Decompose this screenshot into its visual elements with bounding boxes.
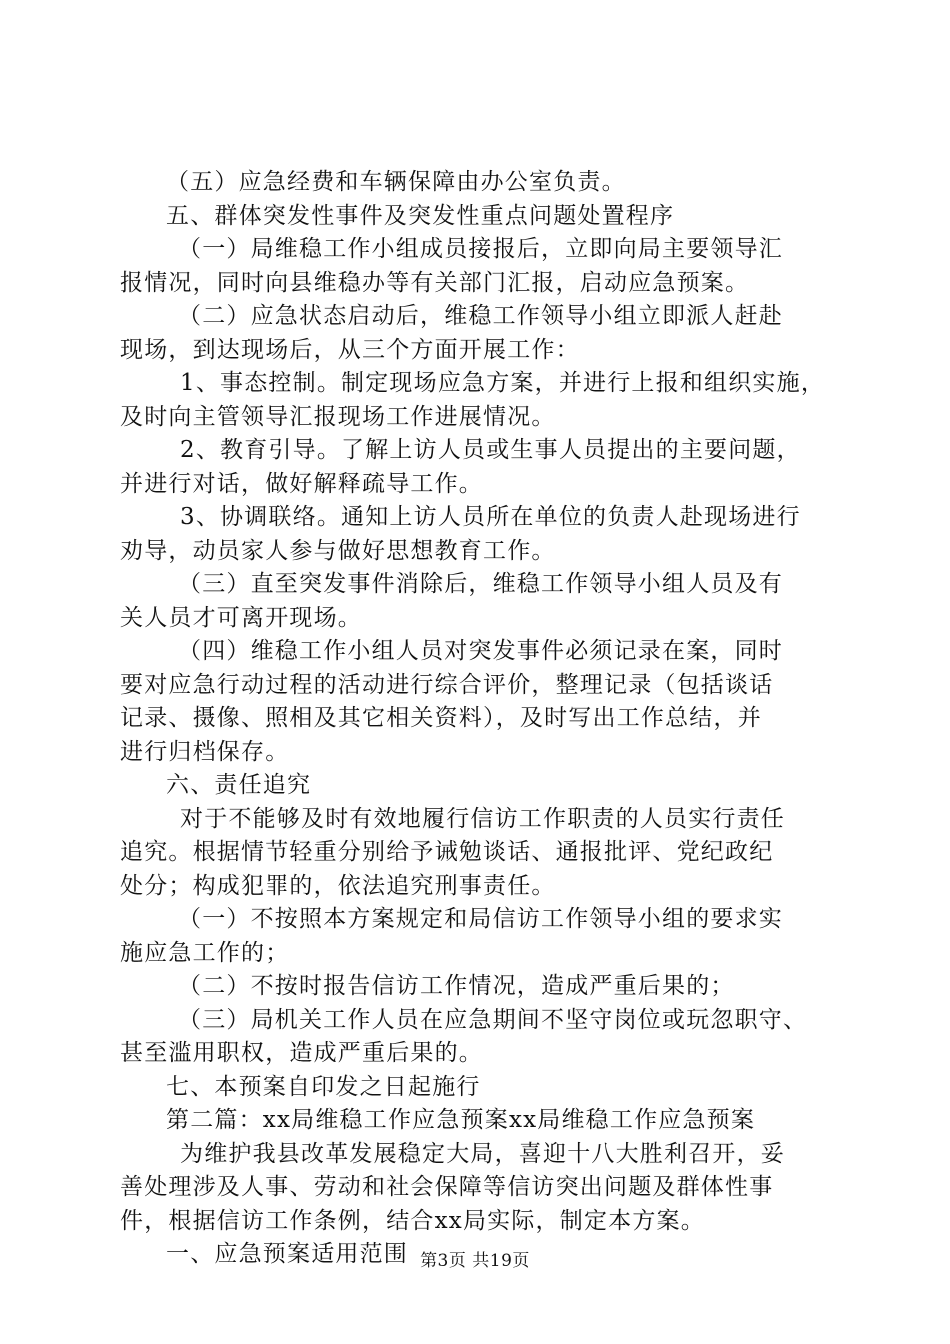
text-line: 追究。根据情节轻重分别给予诫勉谈话、通报批评、党纪政纪 <box>120 839 774 865</box>
text-line: 要对应急行动过程的活动进行综合评价，整理记录（包括谈话 <box>120 671 774 698</box>
section-heading: 五、群体突发性事件及突发性重点问题处置程序 <box>166 202 675 229</box>
text-line: 善处理涉及人事、劳动和社会保障等信访突出问题及群体性事 <box>120 1174 774 1200</box>
text-line: 记录、摄像、照相及其它相关资料），及时写出工作总结，并 <box>120 705 762 731</box>
text-line: 件，根据信访工作条例，结合xx局实际，制定本方案。 <box>120 1207 705 1234</box>
text-line: 甚至滥用职权，造成严重后果的。 <box>120 1040 483 1066</box>
text-line: 并进行对话，做好解释疏导工作。 <box>120 470 483 497</box>
text-line: 关人员才可离开现场。 <box>120 604 362 631</box>
section-heading: 第二篇：xx局维稳工作应急预案xx局维稳工作应急预案 <box>166 1107 756 1133</box>
page-footer: 第3页 共19页 <box>420 1251 530 1271</box>
text-line: （二）应急状态启动后，维稳工作领导小组立即派人赶赴 <box>178 303 783 329</box>
text-line: 及时向主管领导汇报现场工作进展情况。 <box>120 403 556 430</box>
section-heading: 六、责任追究 <box>166 772 312 798</box>
text-line: 处分；构成犯罪的，依法追究刑事责任。 <box>120 872 556 899</box>
text-line: 施应急工作的； <box>120 939 290 966</box>
text-line: （三）局机关工作人员在应急期间不坚守岗位或玩忽职守、 <box>178 1006 808 1033</box>
text-line: （一）不按照本方案规定和局信访工作领导小组的要求实 <box>178 906 783 932</box>
text-line: 2、教育引导。了解上访人员或生事人员提出的主要问题， <box>180 437 801 463</box>
section-heading: 一、应急预案适用范围 <box>166 1241 408 1267</box>
text-line: 进行归档保存。 <box>120 738 290 765</box>
text-line: （五）应急经费和车辆保障由办公室负责。 <box>166 169 626 195</box>
text-line: 3、协调联络。通知上访人员所在单位的负责人赴现场进行 <box>180 504 801 530</box>
text-line: 1、事态控制。制定现场应急方案，并进行上报和组织实施， <box>180 370 826 396</box>
text-line: （一）局维稳工作小组成员接报后，立即向局主要领导汇 <box>178 236 783 262</box>
text-line: 报情况，同时向县维稳办等有关部门汇报，启动应急预案。 <box>120 269 750 296</box>
document-body <box>120 166 840 1272</box>
text-line: （三）直至突发事件消除后，维稳工作领导小组人员及有 <box>178 571 783 597</box>
text-line: （二）不按时报告信访工作情况，造成严重后果的； <box>178 973 735 999</box>
text-line: 劝导，动员家人参与做好思想教育工作。 <box>120 537 556 564</box>
text-line: 现场，到达现场后，从三个方面开展工作： <box>120 336 580 363</box>
section-heading: 七、本预案自印发之日起施行 <box>166 1073 481 1100</box>
text-line: 为维护我县改革发展稳定大局，喜迎十八大胜利召开，妥 <box>180 1140 785 1167</box>
text-line: 对于不能够及时有效地履行信访工作职责的人员实行责任 <box>180 805 785 832</box>
text-line: （四）维稳工作小组人员对突发事件必须记录在案，同时 <box>178 638 783 664</box>
